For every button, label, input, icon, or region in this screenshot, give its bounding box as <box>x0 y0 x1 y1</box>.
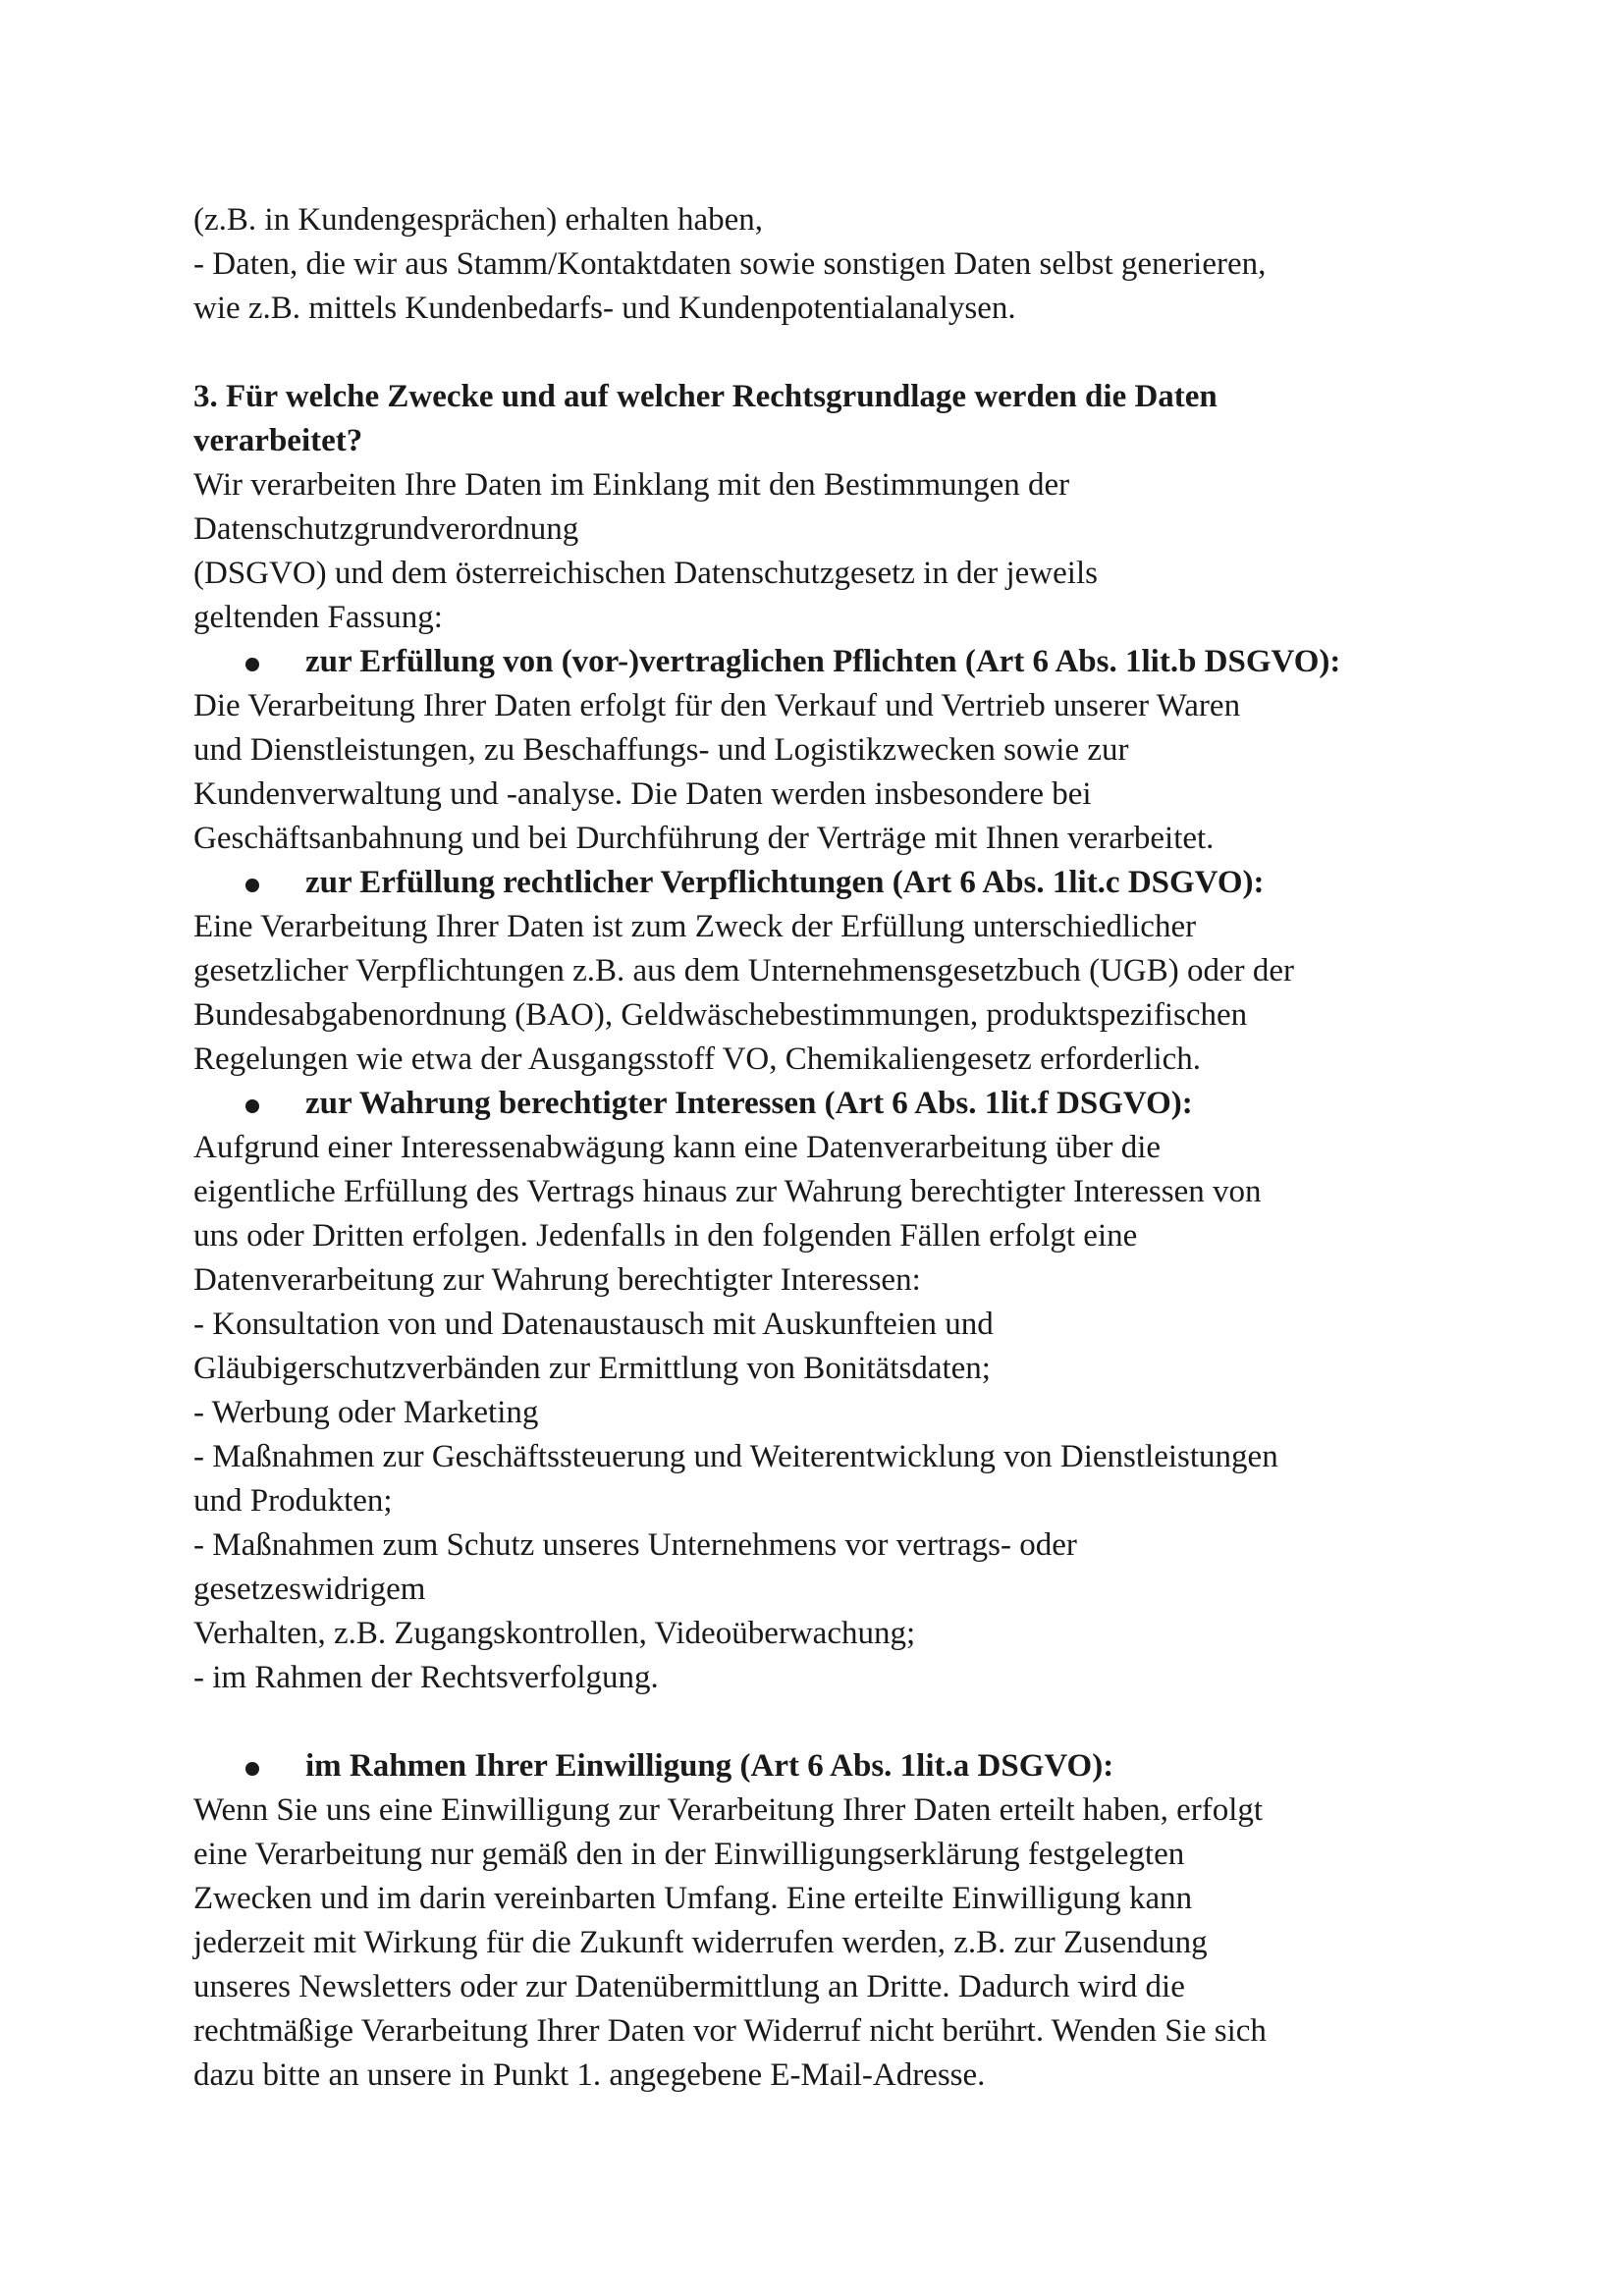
bullet-heading: zur Erfüllung von (vor-)vertraglichen Pflichten (Art 6 Abs. 1lit.b DSGVO): <box>305 644 1341 679</box>
paragraph-line: Datenverarbeitung zur Wahrung berechtigter Interessen: <box>193 1262 921 1298</box>
paragraph-line: rechtmäßige Verarbeitung Ihrer Daten vor Widerruf nicht berührt. Wenden Sie sich <box>193 2013 1267 2049</box>
bullet-icon <box>245 879 259 892</box>
paragraph-line: Aufgrund einer Interessenabwägung kann eine Datenverarbeitung über die <box>193 1130 1162 1165</box>
section-heading: 3. Für welche Zwecke und auf welcher Rechtsgrundlage werden die Daten <box>193 379 1218 414</box>
paragraph-line: Bundesabgabenordnung (BAO), Geldwäschebestimmungen, produktspezifischen <box>193 997 1248 1033</box>
bullet-heading: zur Wahrung berechtigter Interessen (Art 6 Abs. 1lit.f DSGVO): <box>305 1086 1193 1121</box>
paragraph-line: uns oder Dritten erfolgen. Jedenfalls in den folgenden Fällen erfolgt eine <box>193 1218 1138 1254</box>
bullet-heading: im Rahmen Ihrer Einwilligung (Art 6 Abs. 1lit.a DSGVO): <box>305 1748 1114 1784</box>
bullet-icon <box>245 1762 259 1776</box>
paragraph-line: Gläubigerschutzverbänden zur Ermittlung von Bonitätsdaten; <box>193 1351 991 1386</box>
paragraph-line: Verhalten, z.B. Zugangskontrollen, Videoüberwachung; <box>193 1616 916 1651</box>
intro-line: wie z.B. mittels Kundenbedarfs- und Kundenpotentialanalysen. <box>193 291 1016 326</box>
paragraph-line: und Produkten; <box>193 1483 393 1519</box>
paragraph-line: dazu bitte an unsere in Punkt 1. angegebene E-Mail-Adresse. <box>193 2057 986 2093</box>
paragraph-line: (DSGVO) und dem österreichischen Datenschutzgesetz in der jeweils <box>193 556 1098 591</box>
paragraph-line: Wir verarbeiten Ihre Daten im Einklang mit den Bestimmungen der <box>193 467 1070 503</box>
paragraph-line: Kundenverwaltung und -analyse. Die Daten werden insbesondere bei <box>193 776 1092 812</box>
bullet-icon <box>245 1099 259 1113</box>
paragraph-line: Datenschutzgrundverordnung <box>193 511 579 547</box>
paragraph-line: - Konsultation von und Datenaustausch mit Auskunfteien und <box>193 1307 994 1342</box>
paragraph-line: Regelungen wie etwa der Ausgangsstoff VO, Chemikaliengesetz erforderlich. <box>193 1041 1202 1077</box>
paragraph-line: Wenn Sie uns eine Einwilligung zur Verarbeitung Ihrer Daten erteilt haben, erfolgt <box>193 1792 1264 1828</box>
paragraph-line: Die Verarbeitung Ihrer Daten erfolgt für den Verkauf und Vertrieb unserer Waren <box>193 688 1241 723</box>
paragraph-line: jederzeit mit Wirkung für die Zukunft widerrufen werden, z.B. zur Zusendung <box>193 1925 1208 1960</box>
paragraph-line: Eine Verarbeitung Ihrer Daten ist zum Zweck der Erfüllung unterschiedlicher <box>193 909 1197 944</box>
section-heading: verarbeitet? <box>193 423 363 458</box>
paragraph-line: - im Rahmen der Rechtsverfolgung. <box>193 1660 659 1695</box>
paragraph-line: und Dienstleistungen, zu Beschaffungs- und Logistikzwecken sowie zur <box>193 732 1129 768</box>
paragraph-line: - Maßnahmen zur Geschäftssteuerung und Weiterentwicklung von Dienstleistungen <box>193 1439 1278 1474</box>
paragraph-line: - Werbung oder Marketing <box>193 1395 539 1430</box>
paragraph-line: eine Verarbeitung nur gemäß den in der Einwilligungserklärung festgelegten <box>193 1837 1185 1872</box>
paragraph-line: geltenden Fassung: <box>193 600 443 635</box>
paragraph-line: unseres Newsletters oder zur Datenübermittlung an Dritte. Dadurch wird die <box>193 1969 1185 2004</box>
paragraph-line: - Maßnahmen zum Schutz unseres Unternehmens vor vertrags- oder <box>193 1527 1077 1563</box>
paragraph-line: eigentliche Erfüllung des Vertrags hinaus zur Wahrung berechtigter Interessen von <box>193 1174 1262 1209</box>
paragraph-line: Zwecken und im darin vereinbarten Umfang. Eine erteilte Einwilligung kann <box>193 1881 1193 1916</box>
bullet-icon <box>245 658 259 671</box>
intro-line: - Daten, die wir aus Stamm/Kontaktdaten sowie sonstigen Daten selbst generieren, <box>193 246 1267 282</box>
paragraph-line: gesetzeswidrigem <box>193 1572 426 1607</box>
paragraph-line: gesetzlicher Verpflichtungen z.B. aus dem Unternehmensgesetzbuch (UGB) oder der <box>193 953 1295 988</box>
bullet-heading: zur Erfüllung rechtlicher Verpflichtungen (Art 6 Abs. 1lit.c DSGVO): <box>305 865 1265 900</box>
paragraph-line: Geschäftsanbahnung und bei Durchführung der Verträge mit Ihnen verarbeitet. <box>193 821 1215 856</box>
intro-line: (z.B. in Kundengesprächen) erhalten haben, <box>193 202 764 238</box>
